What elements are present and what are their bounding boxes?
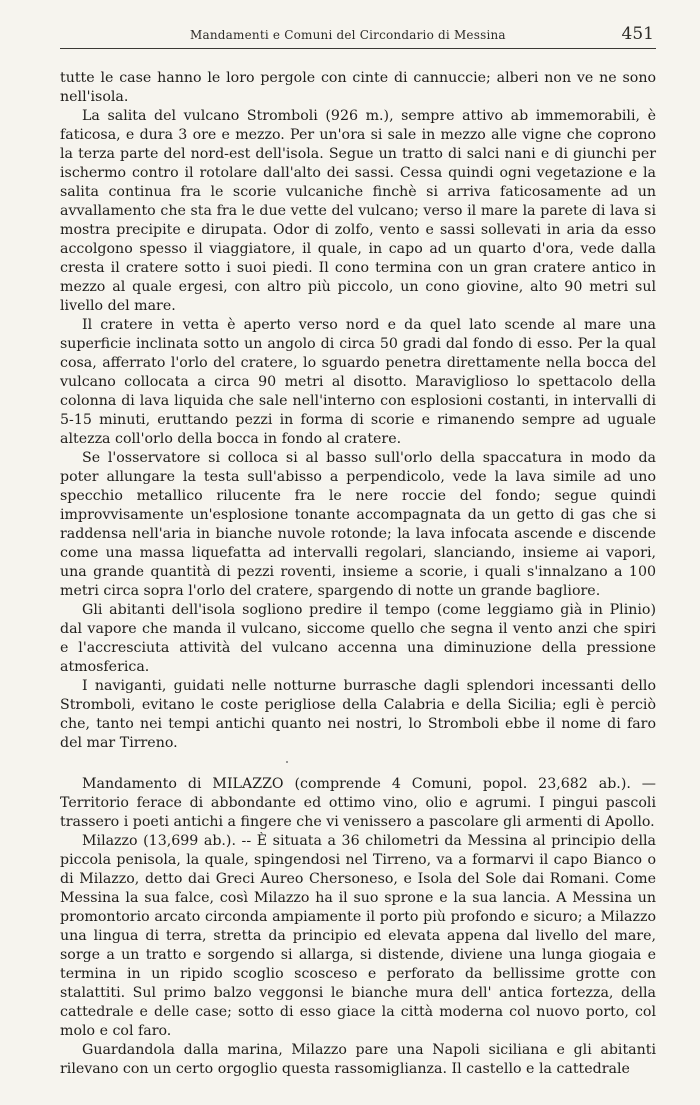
page-number: 451	[621, 24, 654, 44]
paragraph-5: Gli abitanti dell'isola sogliono predire il tempo (come leggiamo già in Plinio) dal vapore che manda il vulcano, siccome quello che segna il vento anzi che spiri e l'accresciuta attività del vulcano accenna una diminuzione della pressione atmosferica.	[60, 602, 656, 675]
paragraph-4: Se l'osservatore si colloca si al basso sull'orlo della spaccatura in modo da poter allungare la testa sull'abisso a perpendicolo, vede la lava simile ad uno specchio metallico rilucente fra le nere roccie del fondo; segue quindi improvvisamente un'esplosione tonante accompagnata da un getto di gas che si raddensa nell'aria in bianche nuvole rotonde; la lava infocata ascende e discende come una massa liquefatta ad intervalli regolari, slanciando, insieme ai vapori, una grande quantità di pezzi roventi, insieme a scorie, i quali s'innalzano a 100 metri circa sopra l'orlo del cratere, spargendo di notte un grande bagliore.	[60, 450, 656, 599]
paragraph-9: Guardandola dalla marina, Milazzo pare una Napoli siciliana e gli abitanti rilevano con un certo orgoglio questa rassomiglianza. Il castello e la cattedrale	[60, 1042, 656, 1077]
paragraph-6: I naviganti, guidati nelle notturne burrasche dagli splendori incessanti dello Stromboli, evitano le coste perigliose della Calabria e della Sicilia; egli è perciò che, tanto nei tempi antichi quanto nei nostri, lo Stromboli ebbe il nome di faro del mar Tirreno.	[60, 678, 656, 751]
section-separator	[60, 753, 656, 775]
paragraph-7: Mandamento di MILAZZO (comprende 4 Comuni, popol. 23,682 ab.). — Territorio ferace di abbondante ed ottimo vino, olio e agrumi. I pingui pascoli trassero i poeti antichi a fingere che vi venissero a pascolare gli armenti di Apollo.	[60, 776, 656, 830]
paragraph-2: La salita del vulcano Stromboli (926 m.), sempre attivo ab immemorabili, è faticosa, e dura 3 ore e mezzo. Per un'ora si sale in mezzo alle vigne che coprono la terza parte del nord-est dell'isola. Segue un tratto di salci nani e di giunchi per ischermo contro il rotolare dall'alto dei sassi. Cessa quindi ogni vegetazione e la salita continua fra le scorie vulcaniche finchè si arriva faticosamente ad un avvallamento che sta fra le due vette del vulcano; verso il mare la parete di lava si mostra precipite e dirupata. Odor di zolfo, vento e sassi sollevati in aria da esso accolgono spesso il viaggiatore, il quale, in capo ad un quarto d'ora, vede dalla cresta il cratere sotto i suoi piedi. Il cono termina con un gran cratere antico in mezzo al quale ergesi, con altro più piccolo, un cono giovine, alto 90 metri sul livello del mare.	[60, 108, 656, 314]
running-title: Mandamenti e Comuni del Circondario di Messina	[190, 28, 506, 42]
page-header	[60, 22, 656, 49]
paragraph-1: tutte le case hanno le loro pergole con cinte di cannuccie; alberi non ve ne sono nell'isola.	[60, 70, 656, 105]
document-page	[60, 22, 656, 1079]
body-text	[60, 69, 656, 1079]
paragraph-3: Il cratere in vetta è aperto verso nord e da quel lato scende al mare una superficie inclinata sotto un angolo di circa 50 gradi dal fondo di esso. Per la qual cosa, afferrato l'orlo del cratere, lo sguardo penetra direttamente nella bocca del vulcano collocata a circa 90 metri al disotto. Maraviglioso lo spettacolo della colonna di lava liquida che sale nell'interno con esplosioni costanti, in intervalli di 5-15 minuti, eruttando pezzi in forma di scorie e rimanendo sempre ad uguale altezza coll'orlo della bocca in fondo al cratere.	[60, 317, 656, 447]
paragraph-8: Milazzo (13,699 ab.). -- È situata a 36 chilometri da Messina al principio della piccola penisola, la quale, spingendosi nel Tirreno, va a formarvi il capo Bianco o di Milazzo, detto dai Greci Aureo Chersoneso, e Isola del Sole dai Romani. Come Messina la sua falce, così Milazzo ha il suo sprone e la sua lancia. A Messina un promontorio arcato circonda ampiamente il porto più profondo e sicuro; a Milazzo una lingua di terra, stretta da principio ed elevata appena dal livello del mare, sorge a un tratto e sorgendo si allarga, si distende, diviene una lunga giogaia e termina in un ripido scoglio scosceso e perforato da bellissime grotte con stalattiti. Sul primo balzo veggonsi le bianche mura dell' antica fortezza, della cattedrale e delle case; sotto di esso giace la città moderna col nuovo porto, col molo e col faro.	[60, 833, 656, 1039]
separator-dot	[286, 761, 288, 763]
